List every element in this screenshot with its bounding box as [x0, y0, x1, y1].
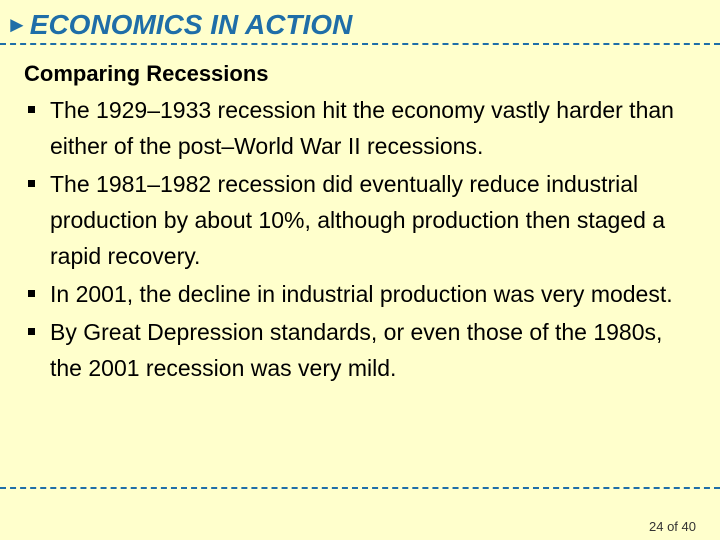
bullet-item: [28, 92, 688, 164]
footer-divider: [0, 487, 720, 489]
bullet-text: The 1981–1982 recession did eventually reduce industrial production by about 10%, although production then staged a rapid recovery.: [50, 171, 666, 269]
slide-header: [0, 6, 720, 44]
bullet-item: [28, 166, 688, 274]
bullet-text: In 2001, the decline in industrial production was very modest.: [50, 281, 673, 307]
square-bullet-icon: [28, 290, 35, 297]
bullet-item: [28, 314, 688, 386]
bullet-list: [28, 92, 688, 388]
section-heading: Comparing Recessions: [24, 61, 269, 86]
square-bullet-icon: [28, 328, 35, 335]
title-divider: [0, 43, 720, 45]
page-number: 24 of 40: [649, 519, 696, 534]
slide-title: [6, 8, 352, 44]
square-bullet-icon: [28, 106, 35, 113]
square-bullet-icon: [28, 180, 35, 187]
bullet-text: By Great Depression standards, or even those of the 1980s, the 2001 recession was very mild.: [50, 319, 663, 381]
arrow-icon: ►: [6, 12, 28, 37]
bullet-text: The 1929–1933 recession hit the economy vastly harder than either of the post–World War II recessions.: [50, 97, 674, 159]
bullet-item: [28, 276, 688, 312]
slide-title-text: ECONOMICS IN ACTION: [29, 9, 353, 40]
